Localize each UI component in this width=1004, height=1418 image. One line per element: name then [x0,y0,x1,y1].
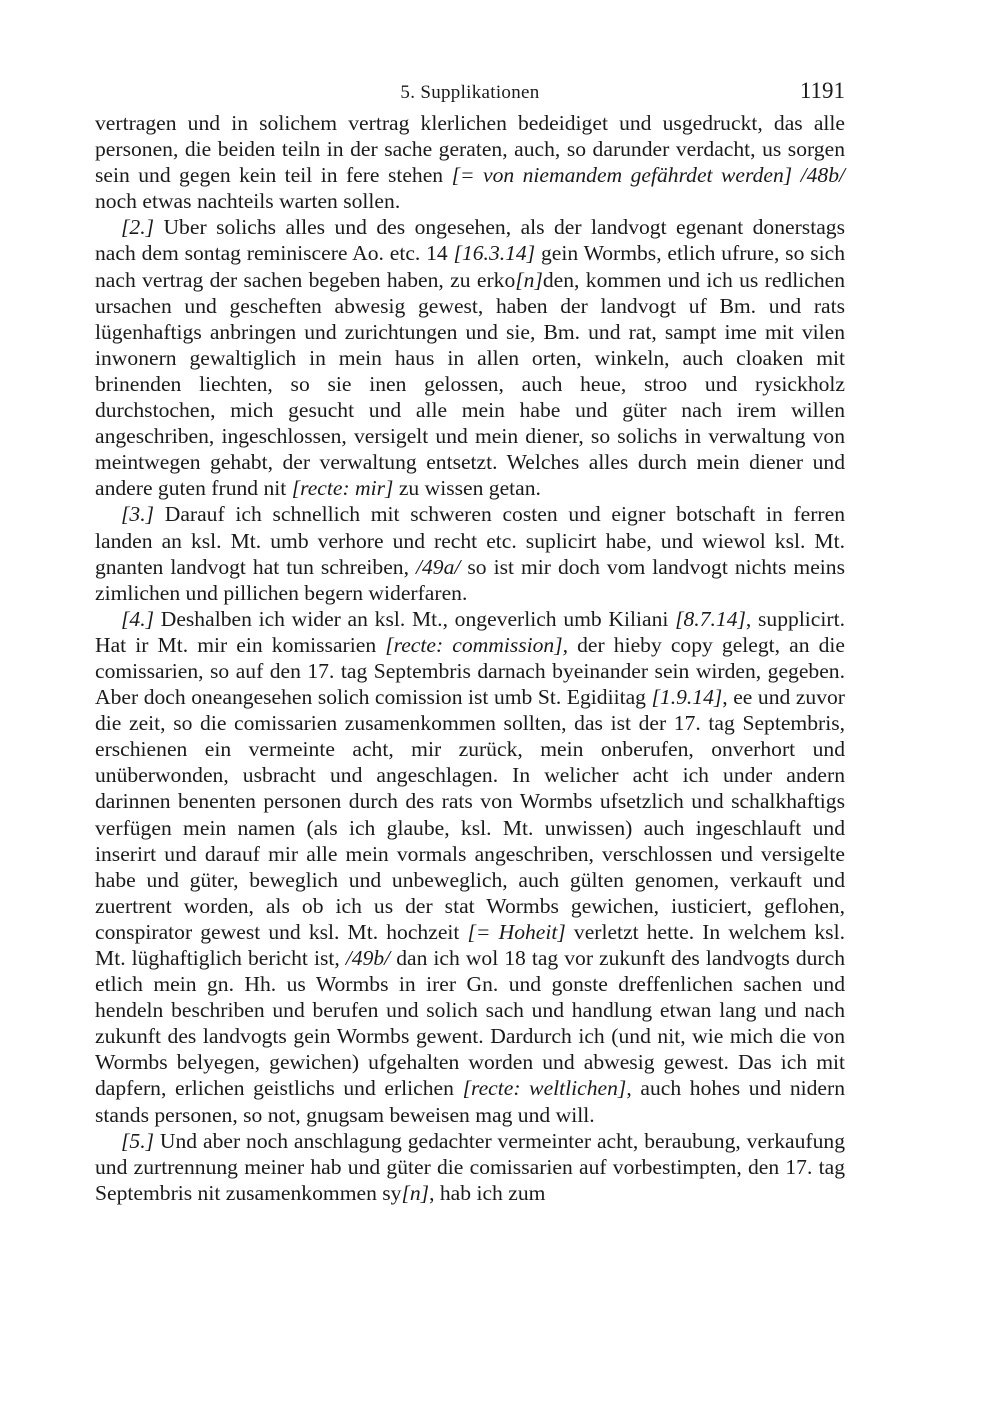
text-segment: verletzt hette. In welchem ksl. Mt. lüghaftiglich bericht ist, [95,919,845,970]
page [95,78,845,1206]
text-segment: , hab ich zum [429,1180,546,1205]
text-segment: noch etwas nachteils warten sollen. [95,189,401,214]
running-header [95,78,845,110]
editorial-note: [recte: mir] [291,476,394,501]
paragraph [95,1128,845,1206]
running-title: 5. Supplikationen [400,82,540,103]
editorial-note: [8.7.14] [675,606,746,631]
editorial-note: [2.] [121,215,155,240]
text-segment: so ist mir doch vom landvogt nichts meins zimlichen und pillichen begern widerfaren. [95,554,846,605]
text-segment: Und aber noch anschlagung gedachter vermeinter acht, beraubung, verkaufung und zurtrennung meiner hab und güter die comissarien auf vorbestimpten, den 17. tag Septembris nit zusamenkommen sy [95,1128,845,1205]
editorial-note: [1.9.14] [651,685,723,710]
paragraph [95,606,845,1128]
text-segment: dan ich wol 18 tag vor zukunft des landvogts durch etlich mein gn. Hh. us Wormbs in irer Gn. und gonste dreffenlichen sachen und hendeln beschriben und berufen und solich sach und handlung etwan lang und nach zukunft des landvogts gein Wormbs gewent. Dardurch ich (und nit, wie mich die von Wormbs belyegen, gewichen) ufgehalten worden und abwesig gewest. Das ich mit dapfern, erlichen geistlichs und erlichen [95,946,846,1101]
editorial-note: [recte: weltlichen] [462,1076,627,1101]
text-segment: gein Wormbs, etlich ufrure, so sich nach vertrag der sachen begeben haben, zu erko [95,241,845,292]
text-segment: , auch hohes und nidern stands personen, so not, gnugsam beweisen mag und will. [95,1076,845,1127]
text-segment: , supplicirt. Hat ir Mt. mir ein komissarien [95,606,845,657]
editorial-note: [3.] [121,502,155,527]
text-segment: der hieby copy gelegt, an die comissarien, so auf den 17. tag Septembris darnach byeinander sein wirden, gegeben. Aber doch oneangesehen solich comission ist umb St. Egidiitag [95,632,845,710]
text-segment: , ee und zuvor die zeit, so die comissarien zusamenkommen sollten, das ist der 17. tag Septembris, erschienen ein vermeinte acht, mir zurück, mein onberufen, onverhort und unüberwonden, usbracht und angeschlagen. In welicher acht ich under andern darinnen benenten personen durch des rats von Wormbs ufsetzlich und schalkhaftigs verfügen mein namen (als ich glaube, ksl. Mt. unwissen) auch ingeschlauft und inserirt und darauf mir alle mein vormals angeschriben, verschlossen und versigelte habe und güter, beweglich und unbeweglich, auch gülten genomen, verkauft und zuertrent worden, als ob ich us der stat Wormbs gewichen, iusticiert, geflohen, conspirator gewest und ksl. Mt. hochzeit [95,685,845,944]
editorial-note: [5.] [121,1128,155,1153]
text-segment: Uber solichs alles und des ongesehen, als der landvogt egenant donerstags nach dem sontag reminiscere Ao. etc. 14 [95,215,845,266]
page-number: 1191 [799,78,845,103]
body-text [95,110,845,1206]
editorial-note: [n] [515,267,543,292]
text-segment: Deshalben ich wider an ksl. Mt., ongeverlich umb Kiliani [154,606,676,631]
text-segment: Darauf ich schnellich mit schweren costen und eigner botschaft in ferren landen an ksl. Mt. umb verhore und recht etc. suplicirt habe, und wiewol ksl. Mt. gnanten landvogt hat tun schreiben, [95,502,845,579]
editorial-note: [n] [401,1180,430,1205]
editorial-note: /49b/ [345,946,391,970]
paragraph [95,501,845,605]
editorial-note: [= von niemandem gefährdet werden] /48b/ [451,163,845,188]
editorial-note: /49a/ [416,554,461,579]
editorial-note: [= Hoheit] [467,919,566,944]
text-segment: zu wissen getan. [393,476,541,501]
text-segment: den, kommen und ich us redlichen ursachen und gescheften abwesig gewest, haben der landvogt uf Bm. und rats lügenhaftigs anbringen und zurichtungen und sie, Bm. und rat, sampt ime mit vilen inwonern gewaltiglich in mein haus in allen orten, winkeln, auch cloaken mit brinenden liechten, so sie inen gelossen, auch heue, stroo und rysickholz durchstochen, mich gesucht und alle mein habe und güter nach irem willen angeschriben, ingeschlossen, versigelt und mein diener, so solichs in verwaltung von meintwegen gehabt, der verwaltung entsetzt. Welches alles durch mein diener und andere guten frund nit [95,267,845,501]
editorial-note: [recte: commission], [385,632,569,657]
editorial-note: [16.3.14] [453,241,536,266]
editorial-note: [4.] [121,606,155,631]
text-segment: vertragen und in solichem vertrag klerlichen bedeidiget und usgedruckt, das alle personen, die beiden teiln in der sache geraten, auch, so darunder verdacht, us sorgen sein und gegen kein teil in fere stehen [95,111,845,188]
paragraph [95,214,845,501]
paragraph [95,110,845,214]
